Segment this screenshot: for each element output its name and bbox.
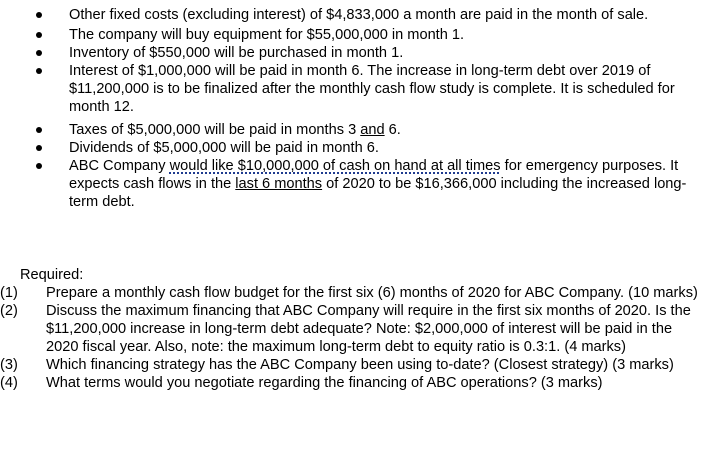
assumption-text: Dividends of $5,000,000 will be paid in month 6. [69, 140, 379, 156]
assumptions-list [0, 6, 709, 211]
list-item [0, 121, 709, 139]
bullet-icon [36, 163, 42, 169]
item-text: What terms would you negotiate regarding the financing of ABC operations? (3 marks) [46, 375, 603, 391]
item-text: Discuss the maximum financing that ABC Company will require in the first six months of 2020. Is the $11,200,000 increase in long-term debt adequate? Note: $2,000,000 of interest will be paid in the 2020 fiscal year. Also, note: the maximum long-term debt to equity ratio is 0.3:1. (4 marks) [46, 303, 691, 355]
underlined-text: and [360, 122, 385, 138]
assumption-text: The company will buy equipment for $55,000,000 in month 1. [69, 27, 465, 43]
list-item [0, 374, 706, 392]
assumption-text: ABC Company [69, 158, 170, 174]
list-item [0, 6, 709, 24]
assumption-text: 6. [384, 122, 401, 138]
assumption-text: Other fixed costs (excluding interest) of $4,833,000 a month are paid in the month of sale. [69, 7, 649, 23]
assumption-text: Inventory of $550,000 will be purchased in month 1. [69, 45, 404, 61]
required-title: Required: [20, 267, 84, 283]
list-item [0, 139, 709, 157]
item-text: Which financing strategy has the ABC Company been using to-date? (Closest strategy) (3 marks) [46, 357, 674, 373]
assumption-text: Interest of $1,000,000 will be paid in month 6. The increase in long-term debt over 2019 of $11,200,000 is to be finalized after the monthly cash flow study is complete. It is scheduled for month 12. [69, 63, 675, 115]
item-text: Prepare a monthly cash flow budget for the first six (6) months of 2020 for ABC Company. (10 marks) [46, 285, 698, 301]
bullet-icon [36, 127, 42, 133]
required-section [0, 266, 706, 392]
list-item [0, 26, 709, 44]
list-item [0, 62, 709, 116]
bullet-icon [36, 12, 42, 18]
list-item [0, 302, 706, 356]
grammar-flagged-text[interactable]: would like $10,000,000 of cash on hand at all times [169, 158, 501, 174]
item-number: (3) [0, 357, 18, 373]
item-number: (4) [0, 375, 18, 391]
assumption-text: of 2020 to be $16,366,000 including the increased long-term debt. [69, 176, 687, 210]
list-item [0, 356, 706, 374]
list-item [0, 284, 706, 302]
underlined-text: last 6 months [235, 176, 323, 192]
required-list [0, 284, 706, 392]
assumption-text: Taxes of $5,000,000 will be paid in months 3 [69, 122, 361, 138]
bullet-icon [36, 50, 42, 56]
assumption-text: for emergency purposes. It expects cash flows in the [69, 158, 679, 192]
item-number: (2) [0, 303, 18, 319]
list-item [0, 157, 709, 211]
bullet-icon [36, 32, 42, 38]
bullet-icon [36, 68, 42, 74]
list-item [0, 44, 709, 62]
item-number: (1) [0, 285, 18, 301]
bullet-icon [36, 145, 42, 151]
